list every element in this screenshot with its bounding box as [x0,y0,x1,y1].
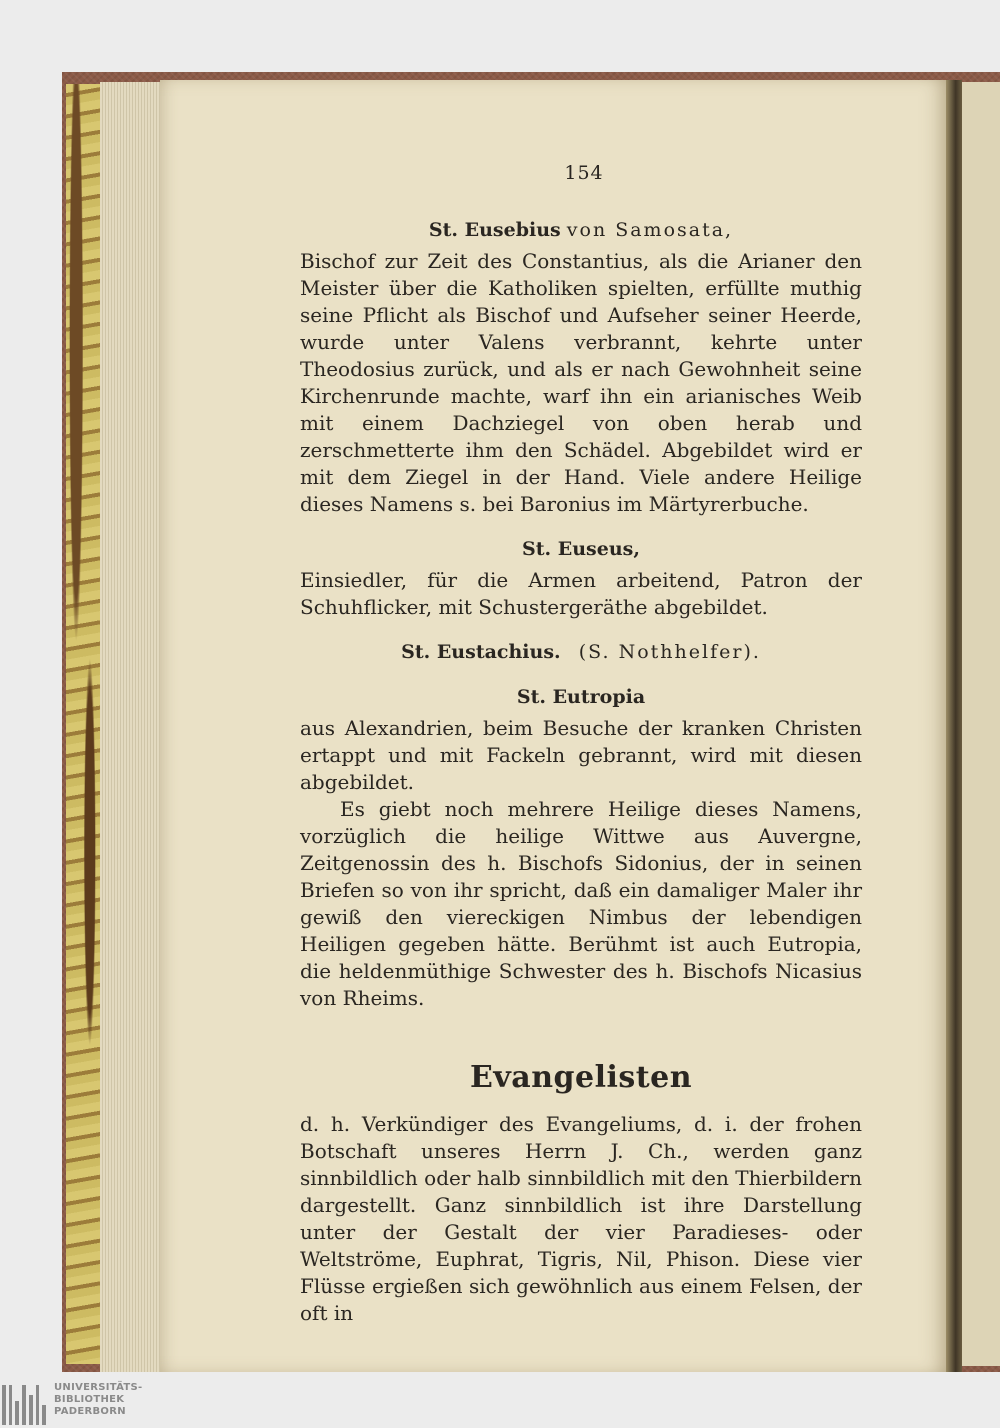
page-stack [100,82,168,1372]
book-gutter [946,80,962,1372]
entry-title-rest: von Samosata, [566,219,734,241]
entry-title-bold: St. Euseus, [522,538,640,560]
library-name-line: PADERBORN [54,1406,126,1417]
entry-paragraph: Bischof zur Zeit des Constantius, als die Arianer den Meister über die Katholiken spielten, erfüllte muthig seine Pflicht als Bischof und Aufseher seiner Heerde, wurde unter Valens verbrannt, kehrte unter Theodosius zurück, und als er nach Gewohnheit seine Kirchenrunde machte, warf ihn ein arianisches Weib mit einem Dachziegel von oben herab und zerschmetterte ihm den Schädel. Abgebildet wird er mit dem Ziegel in der Hand. Viele andere Heilige dieses Namens s. bei Baronius im Märtyrerbuche. [300,249,862,516]
facing-page-edge [962,82,1000,1366]
page-number: 154 [564,162,604,184]
entry-title-bold: St. Eustachius. [401,641,561,663]
library-name [54,1382,143,1418]
library-name-line: BIBLIOTHEK [54,1394,125,1405]
entry-paragraph: Es giebt noch mehrere Heilige dieses Namens, vorzüglich die heilige Wittwe aus Auvergne, Zeitgenossin des h. Bischofs Sidonius, der in seinen Briefen so von ihr spricht, daß ein damaliger Maler ihr gewiß den viereckigen Nimbus der lebendigen Heiligen gegeben hätte. Berühmt ist auch Eutropia, die heldenmüthige Schwester des h. Bischofs Nicasius von Rheims. [300,797,862,1010]
entry-title-eustachius [300,639,862,666]
library-name-line: UNIVERSITÄTS- [54,1382,143,1393]
entry-title-euseus [300,536,862,563]
entry-title-eutropia [300,684,862,711]
entry-title-rest: (S. Nothhelfer). [578,641,761,663]
section-paragraph: d. h. Verkündiger des Evangeliums, d. i. der frohen Botschaft unseres Herrn J. Ch., werden ganz sinnbildlich oder halb sinnbildlich mit den Thierbildern dargestellt. Ganz sinnbildlich ist ihre Darstellung unter der Gestalt der vier Paradieses- oder Weltströme, Euphrat, Tigris, Nil, Phison. Diese vier Flüsse ergießen sich gewöhnlich aus einem Felsen, der oft in [300,1112,862,1325]
entry-title-bold: St. Eutropia [516,686,646,708]
entry-paragraph: Einsiedler, für die Armen arbeitend, Patron der Schuhflicker, mit Schustergeräthe abgebildet. [300,568,862,619]
section-heading: Evangelisten [469,1060,693,1095]
entry-title-bold: St. Eusebius [428,219,561,241]
entry-title-eusebius [300,217,862,244]
marbled-page-edge [66,84,100,1364]
library-logo-icon [2,1381,46,1425]
library-footer [0,1378,1000,1428]
page-text [300,160,862,1327]
entry-paragraph: aus Alexandrien, beim Besuche der kranken Christen ertappt und mit Fackeln gebrannt, wird mit diesen abgebildet. [300,716,862,794]
